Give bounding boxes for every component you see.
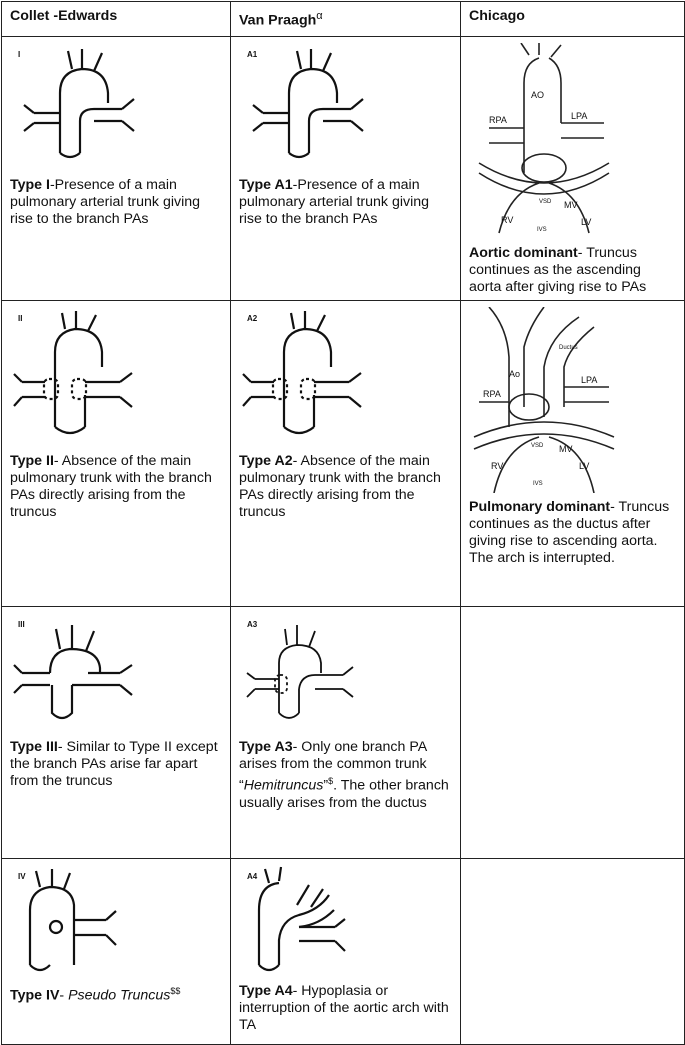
table-row	[2, 859, 685, 1045]
header-row	[2, 2, 685, 37]
svg-text:LPA: LPA	[581, 375, 598, 385]
svg-text:Ao: Ao	[509, 369, 521, 379]
svg-text:AO: AO	[531, 90, 545, 100]
svg-text:A2: A2	[247, 314, 258, 323]
svg-text:RV: RV	[491, 461, 504, 471]
pulmonary-dominant-description: Pulmonary dominant- Truncus continues as the ductus after giving rise to ascending aorta. The arch is interrupted.	[469, 499, 670, 566]
cell-empty	[461, 859, 685, 1045]
header-collet-edwards: Collet -Edwards	[2, 2, 231, 37]
header-text: Van Praagh	[239, 12, 317, 29]
svg-text:VSD: VSD	[531, 443, 544, 449]
type-ii-diagram	[10, 307, 150, 447]
type-iv-description: Type IV- Pseudo Truncus$$	[10, 986, 181, 1004]
alpha-superscript: α	[316, 10, 323, 22]
footnote-marker: $$	[170, 986, 181, 996]
type-a4-description: Type A4- Hypoplasia or interruption of the aortic arch with TA	[239, 983, 449, 1033]
cell-type-a3	[231, 607, 461, 859]
type-a2-description: Type A2- Absence of the main pulmonary trunk with the branch PAs directly arising from the truncus	[239, 453, 441, 520]
svg-text:LPA: LPA	[571, 111, 588, 121]
svg-text:VSD: VSD	[539, 199, 552, 205]
aortic-dominant-illustration	[469, 43, 619, 239]
svg-text:III: III	[18, 620, 25, 629]
cell-type-a2	[231, 301, 461, 607]
hemitruncus-term: Hemitruncus	[243, 777, 324, 794]
type-a4-diagram	[239, 865, 379, 977]
svg-text:MV: MV	[564, 200, 578, 210]
header-chicago: Chicago	[461, 2, 685, 37]
footnote-marker: $	[328, 776, 334, 786]
cell-aortic-dominant	[461, 37, 685, 301]
type-i-description: Type I-Presence of a main pulmonary arterial trunk giving rise to the branch PAs	[10, 177, 201, 227]
svg-text:MV: MV	[559, 444, 573, 454]
table-row	[2, 301, 685, 607]
cell-pulmonary-dominant	[461, 301, 685, 607]
svg-text:RV: RV	[501, 215, 514, 225]
svg-text:RPA: RPA	[483, 389, 501, 399]
svg-text:LV: LV	[581, 217, 592, 227]
svg-text:A3: A3	[247, 620, 258, 629]
aortic-dominant-description: Aortic dominant- Truncus continues as the ascending aorta after giving rise to PAs	[469, 245, 647, 295]
svg-text:IVS: IVS	[537, 227, 547, 233]
pseudo-truncus-term: Pseudo Truncus	[68, 987, 171, 1004]
type-a2-diagram	[239, 307, 379, 447]
truncus-classification-table	[1, 1, 685, 1045]
svg-text:Ductus: Ductus	[559, 345, 578, 351]
svg-text:I: I	[18, 50, 21, 59]
cell-type-iv	[2, 859, 231, 1045]
svg-text:IVS: IVS	[533, 481, 543, 487]
svg-text:RPA: RPA	[489, 115, 507, 125]
cell-type-iii	[2, 607, 231, 859]
cell-type-ii	[2, 301, 231, 607]
cell-type-a1	[231, 37, 461, 301]
type-a1-diagram	[239, 43, 379, 171]
type-iii-description: Type III- Similar to Type II except the branch PAs arise far apart from the truncus	[10, 739, 218, 789]
cell-type-a4	[231, 859, 461, 1045]
type-a1-description: Type A1-Presence of a main pulmonary arterial trunk giving rise to the branch PAs	[239, 177, 430, 227]
table-row	[2, 607, 685, 859]
type-a3-diagram	[239, 613, 379, 733]
header-van-praagh	[231, 2, 461, 37]
svg-text:LV: LV	[579, 461, 590, 471]
type-a3-description: Type A3- Only one branch PA arises from the common trunk “Hemitruncus”$. The other branch usually arises from the ductus	[239, 739, 449, 811]
svg-text:A4: A4	[247, 872, 258, 881]
table-row	[2, 37, 685, 301]
svg-text:II: II	[18, 314, 23, 323]
pulmonary-dominant-illustration	[469, 307, 619, 493]
type-iii-diagram	[10, 613, 150, 733]
cell-type-i	[2, 37, 231, 301]
type-i-diagram	[10, 43, 150, 171]
svg-text:IV: IV	[18, 872, 26, 881]
cell-empty	[461, 607, 685, 859]
type-ii-description: Type II- Absence of the main pulmonary trunk with the branch PAs directly arising from the truncus	[10, 453, 212, 520]
svg-text:A1: A1	[247, 50, 258, 59]
type-iv-diagram	[10, 865, 150, 977]
